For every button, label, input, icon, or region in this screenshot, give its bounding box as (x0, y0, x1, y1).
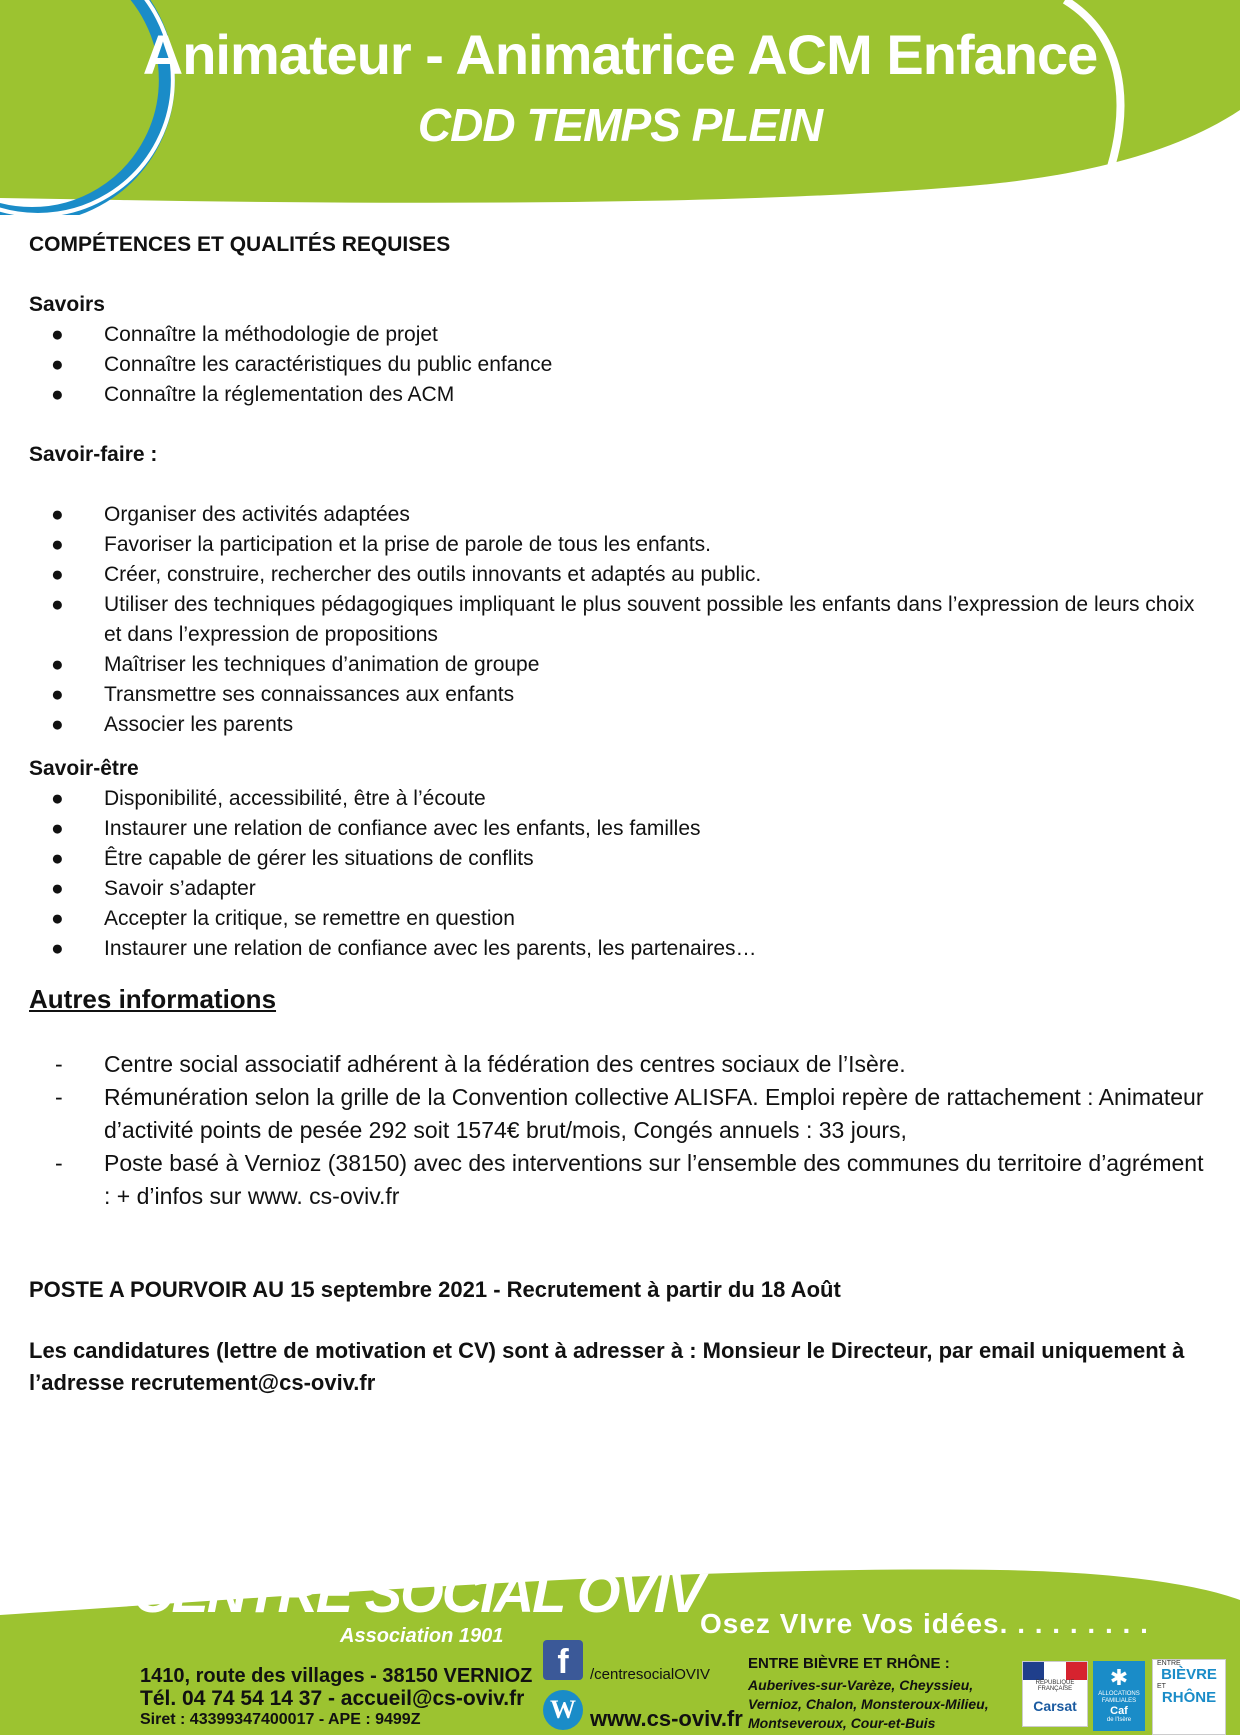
caf-logo: ✱ ALLOCATIONS FAMILIALES Caf de l'Isère (1093, 1661, 1145, 1731)
list-item: ● Associer les parents (51, 713, 294, 736)
list-item: ● Connaître la méthodologie de projet (51, 323, 438, 346)
page-title: Animateur - Animatrice ACM Enfance (142, 23, 1098, 86)
autres-informations-heading: Autres informations (29, 984, 277, 1014)
list-item: ● Être capable de gérer les situations de conflits (51, 847, 534, 870)
territory-towns: Auberives-sur-Varèze, Cheyssieu, Vernioz, Chalon, Monsteroux-Milieu, Montseveroux, Cour-et-Buis (748, 1677, 989, 1731)
list-item: ● Savoir s’adapter (51, 877, 256, 900)
list-item: ● Créer, construire, rechercher des outils innovants et adaptés au public. (51, 563, 762, 586)
main-content (29, 215, 1209, 1399)
list-item: ● Connaître la réglementation des ACM (51, 383, 455, 406)
candidatures-text: Les candidatures (lettre de motivation et CV) sont à adresser à : Monsieur le Directeur, par email uniquement à l’adresse recrutement@cs-oviv.fr (29, 1338, 1185, 1395)
list-item: ● Instaurer une relation de confiance avec les parents, les partenaires… (51, 937, 757, 960)
website-link[interactable]: www.cs-oviv.fr (590, 1706, 743, 1731)
list-item: - Poste basé à Vernioz (38150) avec des interventions sur l’ensemble des communes du territoire d’agrément : + d’infos sur www. cs-oviv.fr (55, 1150, 1204, 1209)
list-item: ● Transmettre ses connaissances aux enfants (51, 683, 515, 706)
savoir-faire-heading: Savoir-faire : (29, 443, 158, 466)
carsat-logo: Carsat (1033, 1698, 1077, 1714)
list-item: ● Favoriser la participation et la prise de parole de tous les enfants. (51, 533, 712, 556)
savoir-etre-heading: Savoir-être (29, 757, 139, 780)
list-item: - Centre social associatif adhérent à la fédération des centres sociaux de l’Isère. (55, 1051, 906, 1077)
footer-address: 1410, route des villages - 38150 VERNIOZ (140, 1665, 533, 1687)
list-item: ● Maîtriser les techniques d’animation de groupe (51, 653, 540, 676)
list-item: ● Disponibilité, accessibilité, être à l’écoute (51, 787, 486, 810)
bievre-rhone-logo: ENTRE BIÈVRE ET RHÔNE (1152, 1659, 1226, 1735)
association-label: Association 1901 (340, 1625, 504, 1647)
savoir-etre-list (29, 784, 1209, 964)
facebook-link[interactable]: /centresocialOVIV (590, 1666, 711, 1683)
org-name: CENTRE SOCIAL OVIV (133, 1561, 703, 1624)
competences-heading: COMPÉTENCES ET QUALITÉS REQUISES (29, 233, 451, 256)
savoirs-heading: Savoirs (29, 293, 105, 316)
list-item: ● Utiliser des techniques pédagogiques impliquant le plus souvent possible les enfants dans l’expression de leurs choix et dans l’expression de propositions (51, 593, 1195, 646)
republique-logo: RÉPUBLIQUE FRANÇAISE Carsat (1022, 1661, 1088, 1727)
list-item: ● Connaître les caractéristiques du public enfance (51, 353, 553, 376)
page-subtitle: CDD TEMPS PLEIN (417, 99, 823, 151)
savoirs-list (29, 320, 1209, 410)
facebook-icon[interactable]: f (543, 1640, 583, 1680)
list-item: - Rémunération selon la grille de la Convention collective ALISFA. Emploi repère de rattachement : Animateur d’activité points de pesée 292 soit 1574€ brut/mois, Congés annuels : 33 jours, (55, 1084, 1204, 1143)
autres-list (29, 1048, 1209, 1213)
savoir-faire-list (29, 500, 1209, 740)
wordpress-icon[interactable]: W (543, 1690, 583, 1730)
territory-title: ENTRE BIÈVRE ET RHÔNE : (748, 1655, 950, 1672)
footer-siret: Siret : 43399347400017 - APE : 9499Z (140, 1711, 421, 1728)
slogan: Osez VIvre Vos idées. . . . . . . . . (700, 1608, 1149, 1639)
list-item: ● Organiser des activités adaptées (51, 503, 410, 526)
footer-contact: Tél. 04 74 54 14 37 - accueil@cs-oviv.fr (140, 1687, 525, 1710)
list-item: ● Instaurer une relation de confiance avec les enfants, les familles (51, 817, 701, 840)
poste-a-pourvoir: POSTE A POURVOIR AU 15 septembre 2021 - Recrutement à partir du 18 Août (29, 1277, 841, 1302)
list-item: ● Accepter la critique, se remettre en question (51, 907, 515, 930)
